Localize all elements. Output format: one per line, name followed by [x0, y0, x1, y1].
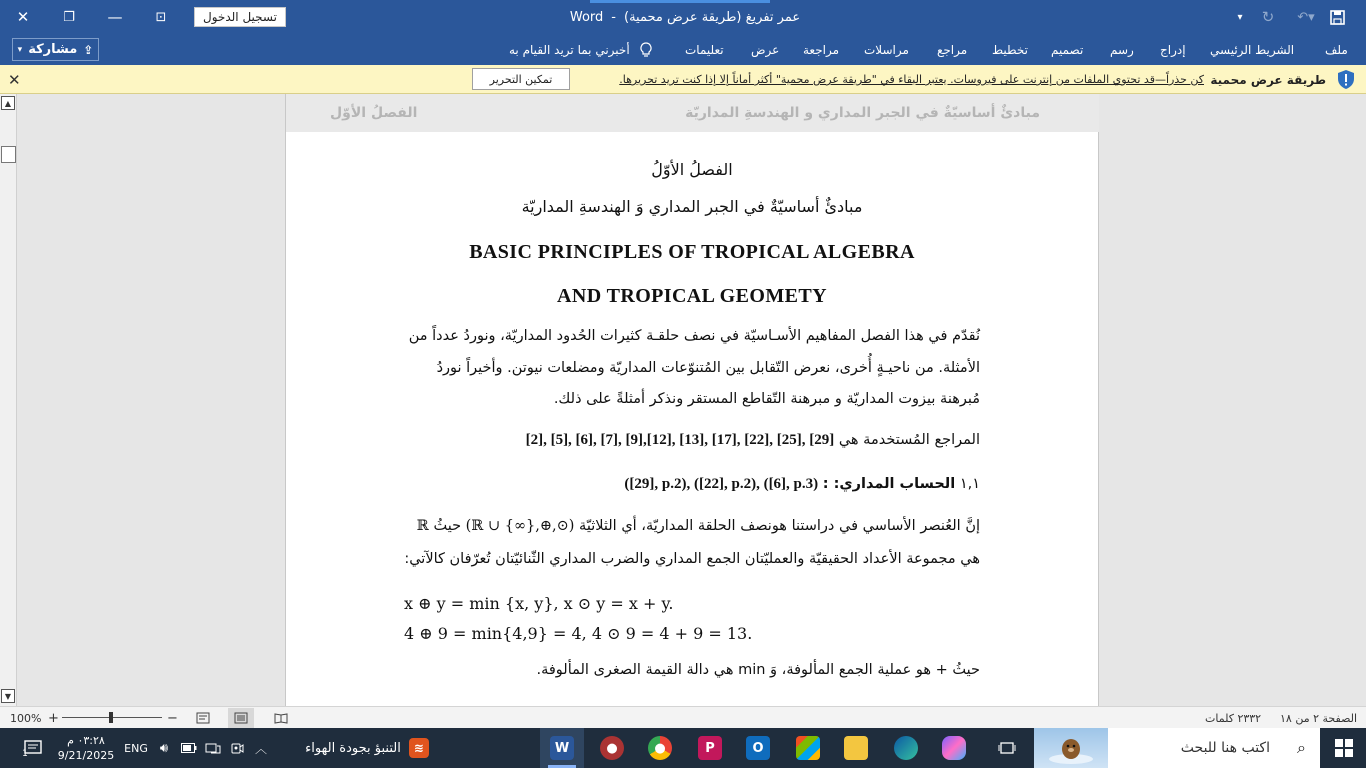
taskbar-edge[interactable]	[884, 728, 928, 768]
word-count[interactable]: ٢٣٣٢ كلمات	[1205, 711, 1262, 725]
header-chapter: الفصلُ الأوّل	[330, 105, 418, 121]
section-heading	[404, 476, 980, 493]
edge-icon	[894, 736, 918, 760]
paragraph-def-line1	[404, 518, 980, 534]
vertical-scrollbar[interactable]	[0, 94, 17, 706]
save-icon[interactable]	[1326, 0, 1348, 34]
minimize-icon[interactable]: —	[107, 8, 123, 26]
references-label: المراجع المُستخدمة هي	[838, 432, 980, 448]
zoom-slider-thumb[interactable]	[109, 712, 113, 723]
camera-icon[interactable]	[228, 728, 246, 768]
paragraph-intro-line2: الأمثلة. من ناحيـةٍ أُخرى، نعرض التّقابل بين المُتنوّعات المداريّة ومضلعات نيوتن. وأخيراً نوردُ	[436, 360, 980, 376]
def-text-b: حيثُ	[433, 518, 462, 534]
tab-help[interactable]: تعليمات	[685, 42, 724, 57]
tab-references[interactable]: مراجع	[937, 42, 968, 57]
print-layout-icon[interactable]	[228, 708, 254, 728]
tab-layout[interactable]: تخطيط	[992, 42, 1028, 57]
paragraph-note: حيثُ + هو عملية الجمع المألوفة، وَ min هي دالة القيمة الصغرى المألوفة.	[536, 662, 980, 678]
share-button[interactable]	[12, 38, 99, 61]
taskbar-store[interactable]	[786, 728, 830, 768]
document-name: عمر تفريغ (طريقة عرض محمية)	[624, 9, 801, 25]
document-area	[0, 94, 1366, 706]
search-highlight-image[interactable]	[1034, 728, 1108, 768]
enable-editing-button[interactable]: تمكين التحرير	[472, 68, 570, 90]
zoom-out-button[interactable]: −	[167, 710, 178, 726]
zoom-in-button[interactable]: +	[48, 710, 59, 726]
taskbar-search-input[interactable]	[1108, 728, 1320, 768]
protected-view-message[interactable]: كن حذراً—قد تحتوي الملفات من إنترنت على فيروسات. يعتبر البقاء في "طريقة عرض محمية" أكثر أماناً إلا إذا كنت تريد تحريرها.	[619, 73, 1204, 86]
focus-mode-icon[interactable]	[190, 708, 216, 728]
tab-draw[interactable]: رسم	[1110, 42, 1134, 57]
chevron-up-icon[interactable]: ︿	[254, 741, 267, 756]
ribbon-tabs	[0, 34, 1366, 65]
chevron-down-icon: ▾	[17, 44, 23, 55]
clock[interactable]	[55, 728, 117, 768]
protected-view-bar	[0, 65, 1366, 94]
ribbon-display-icon[interactable]: ⊡	[155, 9, 167, 25]
page-header	[286, 94, 1100, 132]
chrome-profile-icon: ●	[600, 736, 624, 760]
tab-review[interactable]: مراجعة	[803, 42, 840, 57]
reals-symbol: ℝ	[416, 518, 429, 534]
zoom-level[interactable]: 100%	[10, 711, 42, 725]
clock-time: ٠٣:٢٨ م	[67, 734, 105, 747]
sign-in-button[interactable]: تسجيل الدخول	[194, 7, 286, 27]
section-number: ١,١	[959, 476, 980, 492]
store-icon	[796, 736, 820, 760]
copilot-icon	[942, 736, 966, 760]
taskbar-word[interactable]	[540, 728, 584, 768]
taskbar-outlook[interactable]	[736, 728, 780, 768]
restore-icon[interactable]: ❐	[63, 9, 75, 25]
tab-view[interactable]: عرض	[751, 42, 780, 57]
english-title-line1: BASIC PRINCIPLES OF TROPICAL ALGEBRA	[469, 241, 915, 263]
document-page[interactable]	[285, 94, 1099, 706]
taskbar-copilot[interactable]	[932, 728, 976, 768]
section-references: ([29], p.2), ([22], p.2), ([6], p.3)	[624, 476, 819, 492]
tab-file[interactable]: ملف	[1325, 42, 1348, 57]
weather-widget[interactable]	[292, 728, 442, 768]
chrome-icon: ●	[648, 736, 672, 760]
scroll-up-icon[interactable]: ▲	[1, 96, 15, 110]
section-title: الحساب المداري: :	[822, 476, 956, 492]
paragraph-intro-line1: نُقدّم في هذا الفصل المفاهيم الأسـاسيّة في نصف حلقـة كثيرات الحُدود المداريّة، ونوردُ عدداً من	[408, 328, 980, 344]
lightbulb-icon	[640, 34, 652, 65]
tropical-semiring-formula: (ℝ ∪ {∞},⊕,⊙)	[465, 518, 575, 534]
scroll-down-icon[interactable]: ▼	[1, 689, 15, 703]
taskbar-app-p[interactable]	[688, 728, 732, 768]
paragraph-def-line2: هي مجموعة الأعداد الحقيقيّة والعمليّتان الجمع المداري والضرب المداري الثّنائيّتان تُعرّفان كالآتي:	[404, 551, 980, 567]
task-view-icon[interactable]	[990, 728, 1024, 768]
references-list: [2], [5], [6], [7], [9],[12], [13], [17], [22], [25], [29]	[525, 432, 835, 448]
shield-icon	[1336, 69, 1356, 90]
read-mode-icon[interactable]	[268, 708, 294, 728]
page-indicator[interactable]: الصفحة ٢ من ١٨	[1280, 711, 1358, 725]
window-title	[520, 0, 850, 34]
network-icon[interactable]	[204, 728, 222, 768]
volume-icon[interactable]: 🔊︎	[159, 740, 169, 756]
tab-design[interactable]: تصميم	[1051, 42, 1084, 57]
equation-example: 4 ⊕ 9 = min{4,9} = 4, 4 ⊙ 9 = 4 + 9 = 13.	[404, 624, 753, 643]
redo-icon[interactable]: ↻	[1261, 8, 1275, 26]
protected-view-title: طريقة عرض محمية	[1210, 72, 1326, 87]
search-placeholder: اكتب هنا للبحث	[1180, 740, 1270, 756]
undo-icon[interactable]: ↶▾	[1297, 9, 1315, 25]
close-icon[interactable]: ✕	[8, 70, 21, 89]
share-icon: ⇪	[83, 42, 94, 57]
header-book-title: مبادئٌ أساسيّةٌ في الجبر المداري و الهندسةِ المداريّة	[685, 105, 1040, 121]
taskbar	[0, 728, 1366, 768]
tab-mailings[interactable]: مراسلات	[864, 42, 909, 57]
folder-icon	[844, 736, 868, 760]
p-app-icon: P	[698, 736, 722, 760]
equation-definitions: x ⊕ y = min {x, y}, x ⊙ y = x + y.	[404, 594, 674, 613]
paragraph-intro-line3: مُبرهنة بيزوت المداريّة و مبرهنة التّقاطع المستقر ونذكر أمثلةً على ذلك.	[553, 391, 980, 407]
close-icon[interactable]: ✕	[16, 8, 30, 26]
tab-insert[interactable]: إدراج	[1160, 42, 1186, 57]
chapter-heading: الفصلُ الأوّلُ	[651, 160, 733, 179]
references-line	[404, 432, 980, 449]
weather-label: التنبؤ بجودة الهواء	[305, 740, 401, 756]
taskbar-explorer[interactable]	[834, 728, 878, 768]
word-app-icon: W	[550, 736, 574, 760]
tab-home[interactable]: الشريط الرئيسي	[1210, 42, 1295, 57]
language-indicator[interactable]: ENG	[124, 741, 148, 755]
tell-me-search[interactable]: أخبرني بما تريد القيام به	[509, 42, 630, 57]
app-name: Word	[569, 9, 604, 25]
notification-count: 1	[22, 749, 28, 759]
battery-icon[interactable]	[180, 728, 198, 768]
def-text-a: إنَّ العُنصر الأساسي في دراستنا هونصف الحلقة المداريّة، أي الثلاثيّة	[579, 518, 980, 534]
right-margin	[1099, 94, 1366, 706]
status-bar	[0, 706, 1366, 728]
search-icon: ⌕	[1297, 738, 1306, 757]
air-quality-icon: ≋	[409, 738, 429, 758]
scroll-thumb[interactable]	[1, 146, 16, 163]
outlook-icon: O	[746, 736, 770, 760]
title-bar	[0, 0, 1366, 34]
start-button[interactable]	[1322, 728, 1366, 768]
customize-toolbar-icon[interactable]: ▾	[1237, 11, 1243, 23]
clock-date: 9/21/2025	[57, 749, 115, 762]
chapter-subtitle: مبادئٌ أساسيّةٌ في الجبر المداري وَ الهندسةِ المداريّة	[521, 197, 863, 216]
taskbar-chrome-profile[interactable]	[590, 728, 634, 768]
share-label: مشاركة	[28, 42, 78, 57]
english-title-line2: AND TROPICAL GEOMETY	[557, 285, 827, 307]
title-separator: -	[611, 9, 616, 25]
taskbar-chrome[interactable]	[638, 728, 682, 768]
